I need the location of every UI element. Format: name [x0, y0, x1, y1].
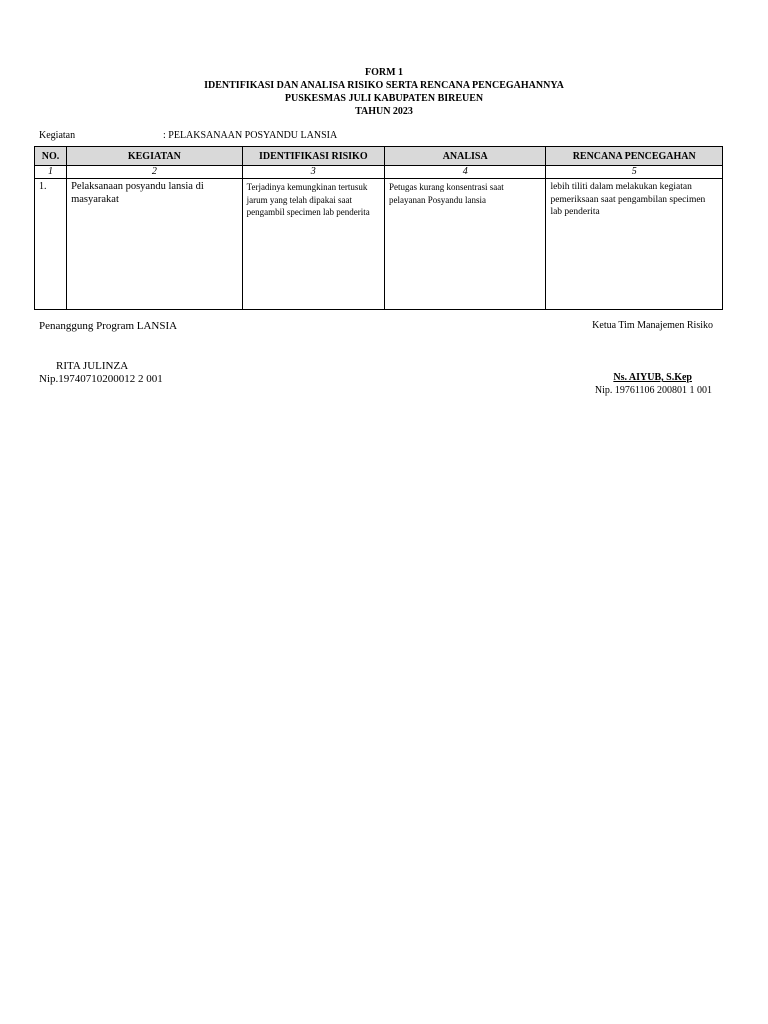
form-number: FORM 1: [364, 67, 404, 78]
cell-identifikasi: Terjadinya kemungkinan tertusuk jarum yang telah dipakai saat pengambil specimen lab penderita: [242, 179, 384, 310]
cell-kegiatan: Pelaksanaan posyandu lansia di masyarakat: [67, 179, 243, 310]
column-header-analisa: ANALISA: [384, 147, 545, 166]
kegiatan-line: [39, 130, 338, 142]
cell-analisa: Petugas kurang konsentrasi saat pelayanan Posyandu lansia: [384, 179, 545, 310]
column-header-no: NO.: [35, 147, 67, 166]
cell-no: 1.: [35, 179, 67, 310]
column-number: 3: [242, 166, 384, 179]
left-signature-role: Penanggung Program LANSIA: [39, 320, 178, 332]
kegiatan-label: Kegiatan: [39, 130, 76, 141]
left-signature-name: RITA JULINZA: [56, 360, 129, 372]
column-number: 5: [546, 166, 723, 179]
column-number: 4: [384, 166, 545, 179]
column-header-identifikasi: IDENTIFIKASI RISIKO: [242, 147, 384, 166]
risk-table: [34, 146, 723, 310]
cell-rencana: lebih tiliti dalam melakukan kegiatan pemeriksaan saat pengambilan specimen lab penderita: [546, 179, 723, 310]
document-header: [0, 66, 768, 118]
column-header-kegiatan: KEGIATAN: [67, 147, 243, 166]
right-signature-name: Ns. AIYUB, S.Kep: [613, 372, 692, 383]
column-number-row: [35, 166, 723, 179]
table-row: [35, 179, 723, 310]
left-signature-nip: Nip.19740710200012 2 001: [39, 373, 163, 385]
column-number: 2: [67, 166, 243, 179]
document-title: IDENTIFIKASI DAN ANALISA RISIKO SERTA RENCANA PENCEGAHANNYA: [204, 80, 564, 91]
kegiatan-value: : PELAKSANAAN POSYANDU LANSIA: [163, 130, 338, 141]
column-header-rencana: RENCANA PENCEGAHAN: [546, 147, 723, 166]
column-number: 1: [35, 166, 67, 179]
right-signature-role: Ketua Tim Manajemen Risiko: [592, 320, 713, 331]
document-subtitle: PUSKESMAS JULI KABUPATEN BIREUEN: [284, 93, 484, 104]
document-year: TAHUN 2023: [355, 106, 413, 117]
table-header-row: [35, 147, 723, 166]
right-signature-nip: Nip. 19761106 200801 1 001: [594, 385, 712, 396]
